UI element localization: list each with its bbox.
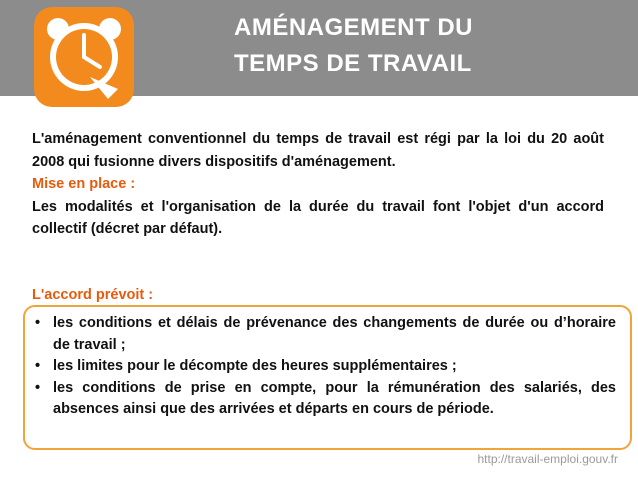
bullet-icon: • [35,358,41,374]
bullet-list [25,307,630,421]
title-line-1: AMÉNAGEMENT DU [234,14,473,41]
page-title [234,10,473,82]
list-item [35,313,616,356]
list-item [35,378,616,421]
source-url: http://travail-emploi.gouv.fr [477,452,618,466]
mise-en-place-text: Les modalités et l'organisation de la durée du travail font l'objet d'un accord collectif (décret par défaut). [32,198,604,237]
accord-label: L'accord prévoit : [32,287,154,303]
list-item-text: les conditions de prise en compte, pour la rémunération des salariés, des absences ainsi que des arrivées et départs en cours de période. [53,379,616,417]
accord-box [23,305,632,450]
title-line-2: TEMPS DE TRAVAIL [234,50,472,77]
list-item [35,356,616,378]
list-item-text: les limites pour le décompte des heures supplémentaires ; [53,358,457,374]
intro-text [32,128,604,241]
list-item-text: les conditions et délais de prévenance des changements de durée ou d’horaire de travail ; [53,315,616,353]
alarm-clock-icon [32,5,136,109]
intro-paragraph: L'aménagement conventionnel du temps de travail est régi par la loi du 20 août 2008 qui fusionne divers dispositifs d'aménagement. [32,131,604,170]
mise-en-place-label: Mise en place : [32,176,136,192]
bullet-icon: • [35,379,41,396]
bullet-icon: • [35,315,41,331]
